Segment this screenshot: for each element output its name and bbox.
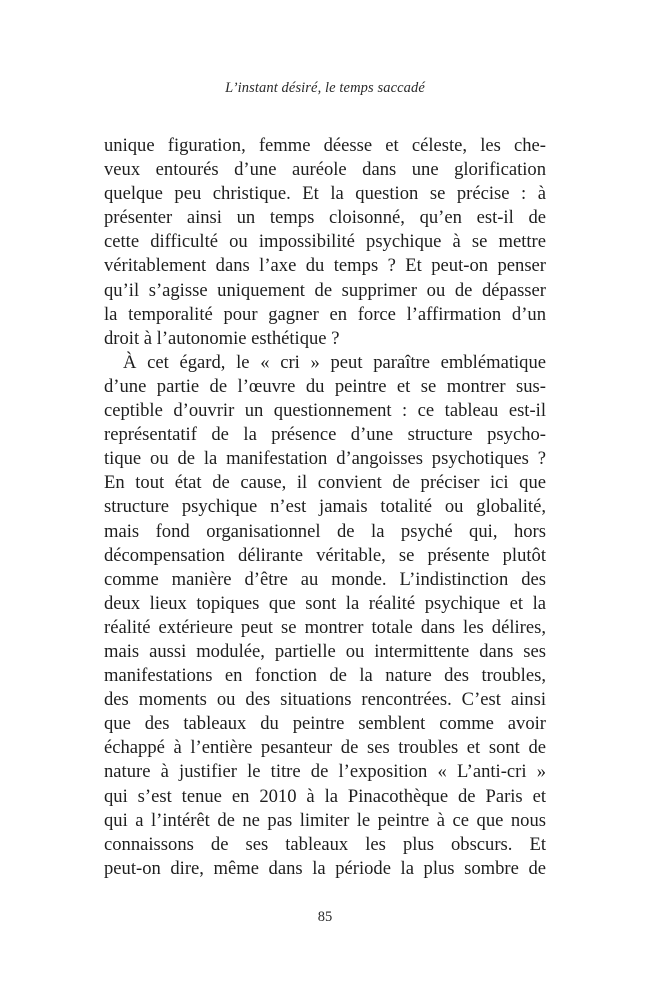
text-line: véritablement dans l’axe du temps ? Et peut-on penser	[104, 255, 546, 277]
text-line: qui a l’intérêt de ne pas limiter le peintre à ce que nous	[104, 809, 546, 831]
text-line: structure psychique n’est jamais totalité ou globalité,	[104, 496, 546, 518]
text-line: d’une partie de l’œuvre du peintre et se montrer sus-	[104, 375, 546, 397]
text-line: ceptible d’ouvrir un questionnement : ce tableau est-il	[104, 400, 546, 422]
text-line: décompensation délirante véritable, se présente plutôt	[104, 544, 546, 566]
text-line: tique ou de la manifestation d’angoisses psychotiques ?	[104, 448, 546, 470]
text-line: nature à justifier le titre de l’exposition « L’anti-cri »	[104, 761, 546, 783]
text-line: droit à l’autonomie esthétique ?	[104, 327, 340, 349]
text-line: des moments ou des situations rencontrées. C’est ainsi	[104, 689, 546, 711]
text-line: peut-on dire, même dans la période la plus sombre de	[104, 857, 546, 879]
text-line: réalité extérieure peut se montrer totale dans les délires,	[104, 616, 546, 638]
text-line: cette difficulté ou impossibilité psychique à se mettre	[104, 231, 546, 253]
running-header: L’instant désiré, le temps saccadé	[225, 80, 425, 96]
text-line: qu’il s’agisse uniquement de supprimer ou de dépasser	[104, 279, 546, 301]
text-line: mais aussi modulée, partielle ou intermittente dans ses	[104, 640, 546, 662]
text-line: la temporalité pour gagner en force l’affirmation d’un	[104, 303, 546, 325]
text-line: que des tableaux du peintre semblent comme avoir	[104, 713, 546, 735]
text-line: À cet égard, le « cri » peut paraître emblématique	[123, 351, 546, 373]
text-line: qui s’est tenue en 2010 à la Pinacothèque de Paris et	[104, 785, 546, 807]
body-text	[104, 134, 546, 881]
text-line: veux entourés d’une auréole dans une glorification	[104, 159, 546, 181]
paragraph-1	[104, 134, 546, 351]
text-line: comme manière d’être au monde. L’indistinction des	[104, 568, 546, 590]
text-line: représentatif de la présence d’une structure psycho-	[104, 424, 546, 446]
text-line: échappé à l’entière pesanteur de ses troubles et sont de	[104, 737, 546, 759]
text-line: unique figuration, femme déesse et céleste, les che-	[104, 135, 546, 156]
text-line: En tout état de cause, il convient de préciser ici que	[104, 472, 546, 494]
paragraph-2	[104, 351, 546, 881]
page-number: 85	[317, 909, 333, 925]
text-line: quelque peu christique. Et la question se précise : à	[104, 183, 546, 205]
text-line: deux lieux topiques que sont la réalité psychique et la	[104, 592, 546, 614]
text-line: connaissons de ses tableaux les plus obscurs. Et	[104, 833, 546, 855]
text-line: manifestations en fonction de la nature des troubles,	[104, 665, 546, 687]
text-line: mais fond organisationnel de la psyché qui, hors	[104, 520, 546, 542]
text-line: présenter ainsi un temps cloisonné, qu’en est-il de	[104, 207, 546, 229]
